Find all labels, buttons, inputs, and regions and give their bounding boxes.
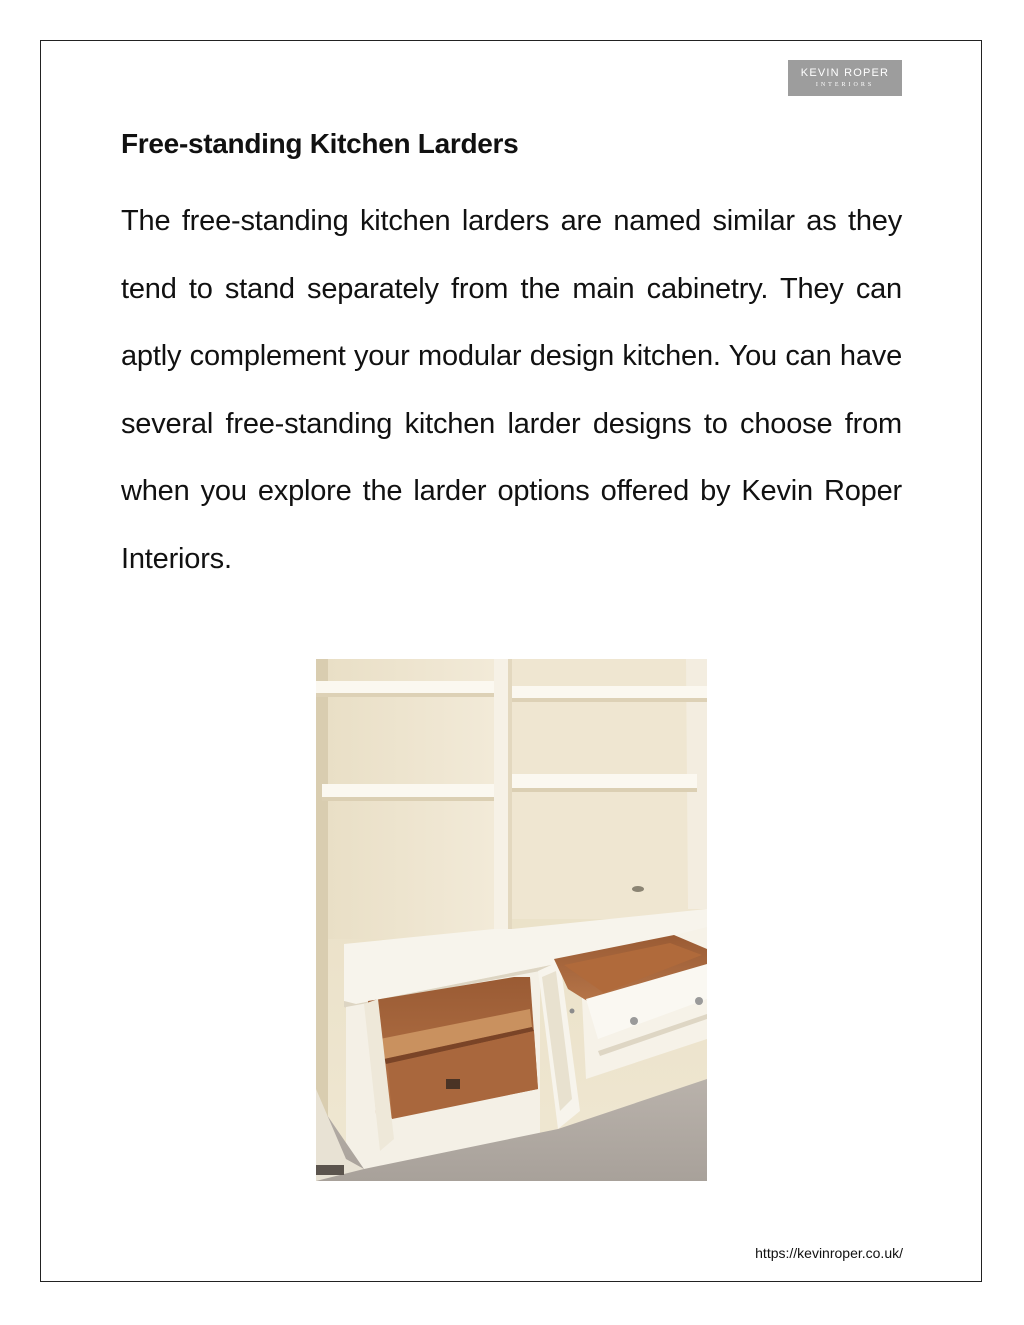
larder-photo [316, 659, 707, 1181]
article-body: The free-standing kitchen larders are named similar as they tend to stand separately from the main cabinetry. They can aptly complement your modular design kitchen. You can have several free-standing kitchen larder designs to choose from when you explore the larder options offered by Kevin Roper Interiors. [121, 205, 902, 575]
brand-logo [788, 60, 902, 96]
logo-main-text: KEVIN ROPER [800, 67, 890, 79]
footer-url[interactable]: https://kevinroper.co.uk/ [755, 1245, 903, 1261]
logo-sub-text: INTERIORS [815, 82, 875, 88]
page-heading: Free-standing Kitchen Larders [121, 128, 519, 159]
